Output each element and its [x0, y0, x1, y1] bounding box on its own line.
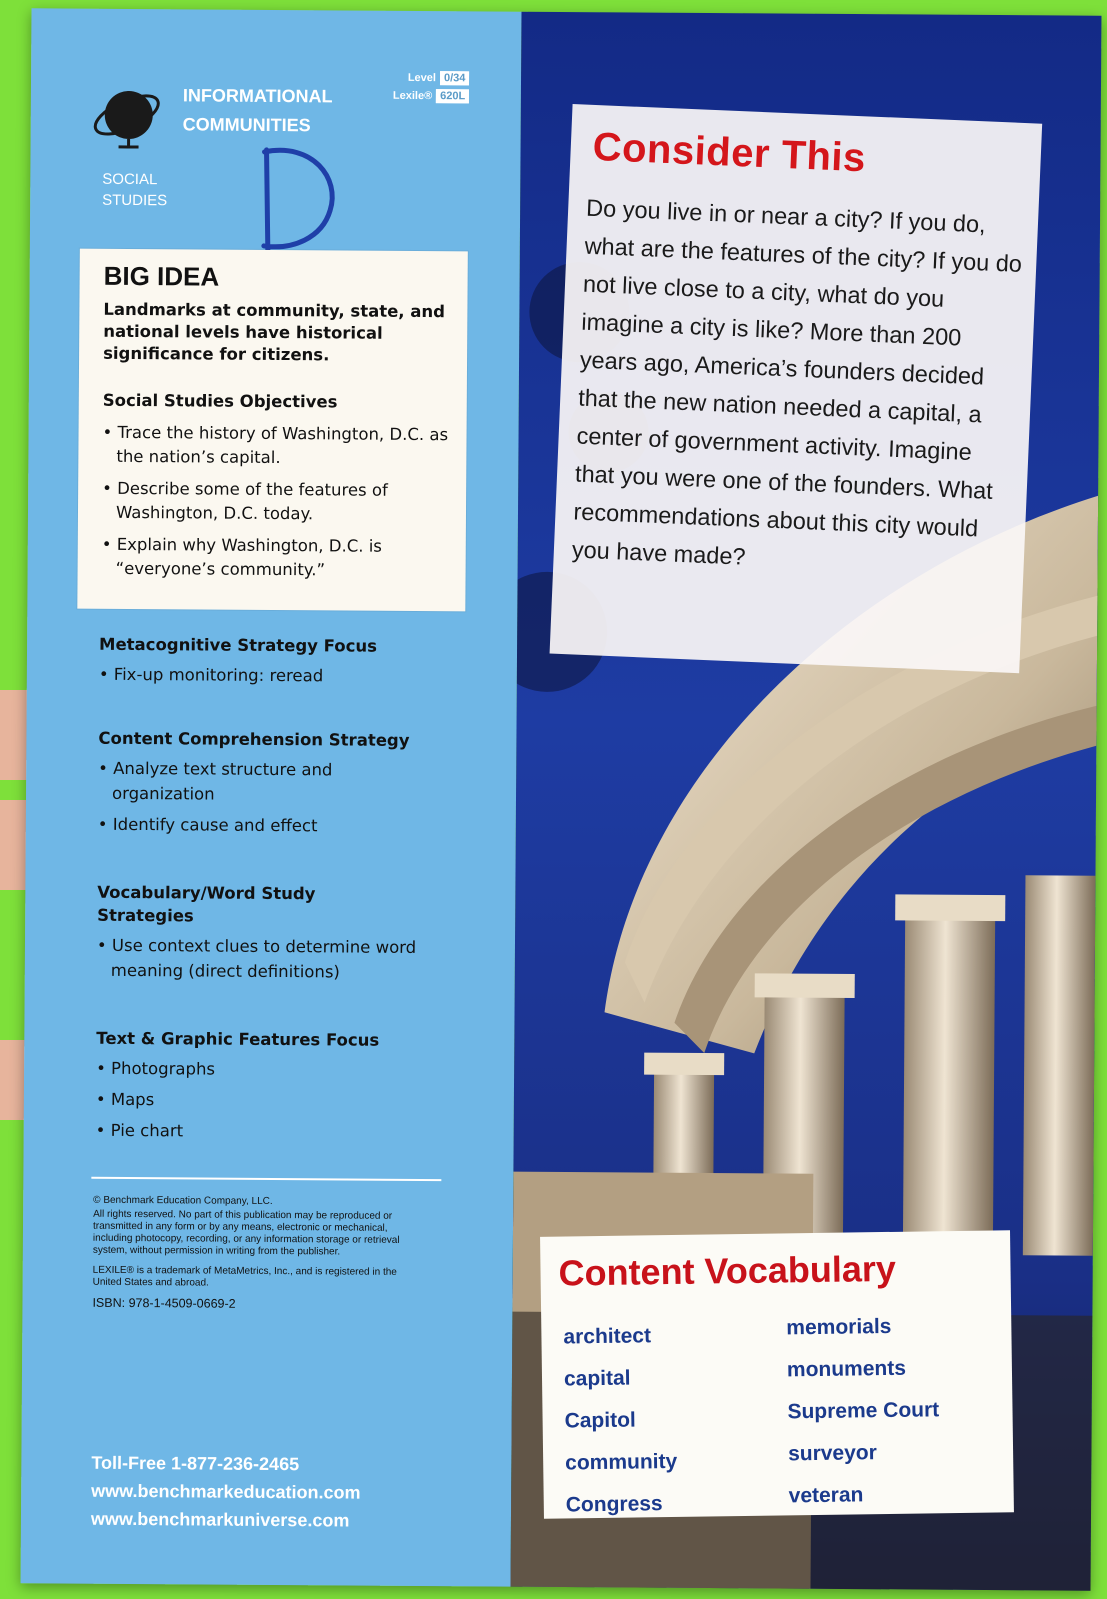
- list-item: • Photographs: [96, 1058, 216, 1079]
- vocabulary-term: Capitol: [564, 1408, 636, 1433]
- level-value: 0/34: [440, 71, 470, 85]
- level-box: [393, 69, 470, 106]
- comprehension-section: [98, 727, 469, 846]
- lexile-value: 620L: [436, 89, 469, 103]
- series-label: [183, 81, 333, 140]
- subject-line-2: STUDIES: [102, 191, 168, 210]
- vocabulary-column-2: [786, 1305, 941, 1517]
- big-idea-title: BIG IDEA: [103, 260, 220, 292]
- content-vocabulary-title: Content Vocabulary: [558, 1247, 897, 1294]
- vocabulary-strategy-section: [97, 881, 418, 991]
- big-idea-description: Landmarks at community, state, and national levels have historical significance for citizens.: [103, 299, 446, 365]
- series-line-2: COMMUNITIES: [182, 114, 311, 136]
- lexile-label: Lexile®: [392, 89, 433, 103]
- subject-label: [102, 169, 167, 211]
- list-item: • Identify cause and effect: [97, 814, 318, 836]
- rights-notice: All rights reserved. No part of this publication may be reproduced or transmitted in any form or by any means, electronic or mechanical, including photocopy, recording, or any information storage or retrieval system, without permission in writing from the publisher.: [92, 1208, 400, 1258]
- website-link[interactable]: www.benchmarkuniverse.com: [90, 1508, 350, 1531]
- photo-panel: [511, 12, 1102, 1591]
- globe-icon: [91, 79, 164, 152]
- vocabulary-term: capital: [563, 1366, 631, 1391]
- vocabulary-term: architect: [563, 1324, 652, 1349]
- divider: [91, 1177, 441, 1181]
- list-item: • Analyze text structure and organization: [98, 758, 333, 804]
- consider-this-card: [550, 104, 1043, 673]
- contact-block: [91, 1449, 361, 1535]
- vocabulary-term: veteran: [788, 1483, 864, 1508]
- vocabulary-term: monuments: [786, 1356, 907, 1382]
- list-item: • Describe some of the features of Washington, D.C. today.: [102, 478, 388, 524]
- vocabulary-term: memorials: [786, 1314, 892, 1340]
- level-label: Level: [407, 71, 437, 85]
- list-item: • Pie chart: [95, 1120, 184, 1141]
- section-heading: Vocabulary/Word Study Strategies: [97, 882, 316, 926]
- list-item: • Fix-up monitoring: reread: [98, 664, 324, 686]
- objectives-list: [101, 421, 452, 591]
- website-link[interactable]: www.benchmarkeducation.com: [91, 1480, 361, 1503]
- info-panel: [21, 8, 522, 1586]
- phone: Toll-Free 1-877-236-2465: [91, 1452, 300, 1475]
- list-item: • Explain why Washington, D.C. is “everyone’s community.”: [101, 534, 383, 580]
- metacognitive-section: [99, 633, 469, 696]
- handwritten-letter-d: [252, 138, 343, 259]
- list-item: • Use context clues to determine word meaning (direct definitions): [96, 935, 417, 982]
- vocabulary-term: surveyor: [787, 1441, 877, 1466]
- objectives-heading: Social Studies Objectives: [102, 390, 338, 412]
- vocabulary-term: community: [565, 1449, 678, 1475]
- consider-this-title: Consider This: [591, 124, 867, 181]
- copyright-block: [92, 1195, 403, 1319]
- list-item: • Maps: [95, 1089, 155, 1110]
- content-vocabulary-card: [540, 1230, 1014, 1519]
- lexile-notice: LEXILE® is a trademark of MetaMetrics, Inc., and is registered in the United States and abroad.: [92, 1264, 397, 1289]
- big-idea-card: [77, 249, 468, 612]
- section-heading: Content Comprehension Strategy: [98, 728, 410, 750]
- subject-line-1: SOCIAL: [102, 170, 158, 189]
- series-line-1: INFORMATIONAL: [182, 85, 333, 107]
- consider-this-body: Do you live in or near a city? If you do, what are the features of the city? If you do not live close to a city, what do you imagine a city is like? More than 200 years ago, America’s founders decided that the new nation needed a capital, a center of government activity. Imagine that you were one of the founders. What recommendations about this city would you have made?: [571, 194, 1023, 570]
- vocabulary-term: Congress: [565, 1492, 663, 1517]
- section-heading: Text & Graphic Features Focus: [96, 1028, 380, 1050]
- copyright-line: © Benchmark Education Company, LLC.: [93, 1194, 273, 1207]
- vocabulary-column-1: [563, 1315, 678, 1527]
- vocabulary-term: Supreme Court: [787, 1398, 940, 1424]
- isbn: ISBN: 978-1-4509-0669-2: [92, 1295, 236, 1311]
- booklet-back-cover: [21, 8, 1102, 1590]
- list-item: • Trace the history of Washington, D.C. as the nation’s capital.: [102, 422, 449, 468]
- graphic-features-section: [96, 1027, 467, 1152]
- section-heading: Metacognitive Strategy Focus: [99, 634, 378, 656]
